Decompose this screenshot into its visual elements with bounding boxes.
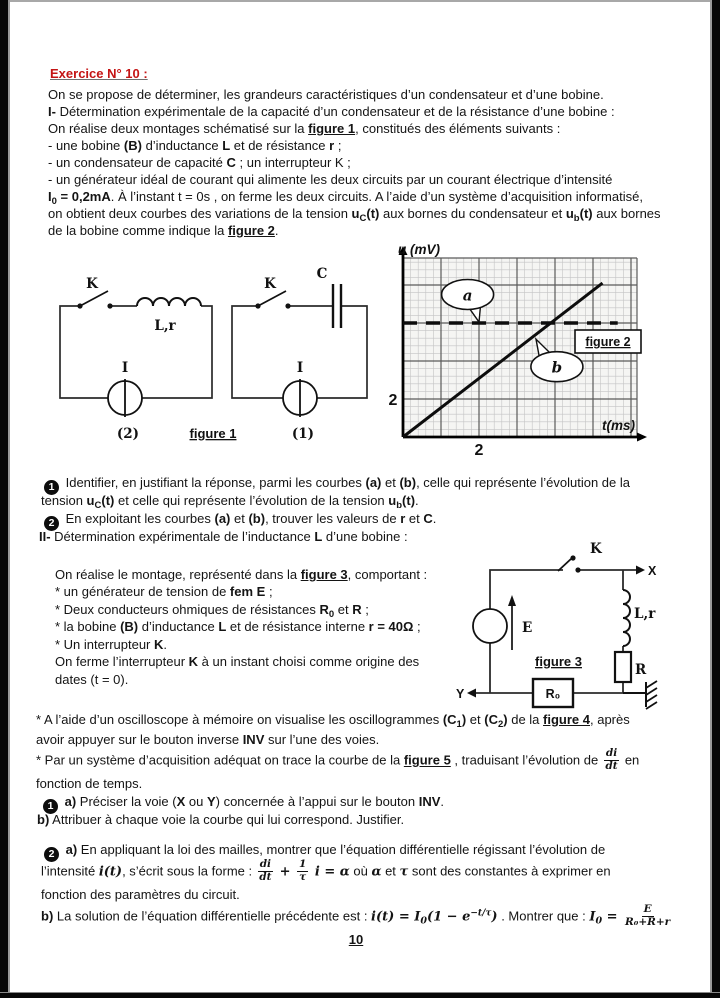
sec2-line-4: * la bobine (B) d’inductance L et de résistance interne r = 40Ω ; bbox=[55, 619, 421, 634]
intro-line-3: On réalise deux montages schématisé sur la figure 1, constitués des éléments suivants : bbox=[48, 121, 561, 136]
intro-line-9: de la bobine comme indique la figure 2. bbox=[48, 223, 279, 238]
intro-line-8: on obtient deux courbes des variations de la tension $u_C(t)$ aux bornes du condensateur et $u_b(t)$ aux bornes bbox=[48, 206, 661, 224]
fig3-coil-label: L,r bbox=[634, 606, 656, 622]
exercise-title: Exercice N° 10 : bbox=[50, 66, 148, 81]
figure-2-chart bbox=[385, 243, 655, 468]
fig1-coil-label: L,r bbox=[154, 318, 176, 334]
question-ii1a-line: 1 a) Préciser la voie (X ou Y) concernée à l’appui sur le bouton INV. bbox=[43, 793, 444, 814]
sec2-line-6: On ferme l’interrupteur K à un instant choisi comme origine des bbox=[55, 654, 420, 669]
question-ii1b-line: b) Attribuer à chaque voie la courbe qui lui correspond. Justifier. bbox=[37, 812, 405, 827]
fig1-capacitor-label: C bbox=[316, 266, 328, 282]
figure-3-diagram bbox=[450, 538, 712, 710]
intro-line-5: - un condensateur de capacité C ; un interrupteur K ; bbox=[48, 155, 351, 170]
fig1-current-left-label: I bbox=[121, 360, 129, 376]
question-ii2b-line: b) La solution de l’équation différentielle précédente est : $i(t) = I_0(1 - e^{-t/\tau})$ . Montrer que : $I_0$ = $\frac{E}{\text{R₀+R+r}}$ bbox=[41, 903, 671, 928]
svg-text:2: 2 bbox=[388, 392, 398, 409]
svg-text:b: b bbox=[551, 358, 563, 377]
sec2-line-1: On réalise le montage, représenté dans la figure 3, comportant : bbox=[55, 567, 428, 582]
section-ii-heading: II- Détermination expérimentale de l’inductance L d’une bobine : bbox=[39, 529, 408, 544]
intro-line-6: - un générateur idéal de courant qui alimente les deux circuits par un courant électrique d’intensité bbox=[48, 172, 613, 187]
question-1-line-2: tension $u_C(t)$ et celle qui représente l’évolution de la tension $u_b(t)$. bbox=[41, 493, 419, 511]
svg-text:figure 2: figure 2 bbox=[585, 335, 631, 349]
sec2-line-5: * Un interrupteur K. bbox=[55, 637, 168, 652]
svg-text:t(ms): t(ms) bbox=[602, 418, 635, 433]
svg-text:2: 2 bbox=[474, 442, 484, 459]
svg-text:a: a bbox=[462, 286, 473, 305]
page-top-border bbox=[0, 0, 720, 2]
fig1-circuit2-tag: (2) bbox=[116, 426, 140, 442]
fig3-resistor-r-label: R bbox=[635, 662, 647, 678]
fig1-switch-right-label: K bbox=[264, 276, 276, 292]
page-left-border bbox=[0, 0, 10, 998]
bottom-line-1: * A l’aide d’un oscilloscope à mémoire on visualise les oscillogrammes $(C_1)$ et $(C_2)$ de la figure 4, après bbox=[36, 712, 630, 730]
question-ii2a-line-3: fonction des paramètres du circuit. bbox=[41, 887, 240, 902]
page-number: 10 bbox=[348, 932, 364, 947]
bottom-line-2: avoir appuyer sur le bouton inverse INV sur l’une des voies. bbox=[36, 732, 380, 747]
intro-line-1: On se propose de déterminer, les grandeurs caractéristiques d’un condensateur et d’une bobine. bbox=[48, 87, 604, 102]
question-1-line-1: 1 Identifier, en justifiant la réponse, parmi les courbes (a) et (b), celle qui représente l’évolution de la bbox=[44, 474, 630, 495]
question-ii2a-line-1: 2 a) En appliquant la loi des mailles, montrer que l’équation différentielle régissant l’évolution de bbox=[44, 841, 605, 862]
fig1-current-right-label: I bbox=[296, 360, 304, 376]
fig1-circuit1-tag: (1) bbox=[291, 426, 315, 442]
fig3-resistor-r0-label: R₀ bbox=[545, 687, 561, 701]
fig3-switch-label: K bbox=[590, 541, 602, 557]
intro-line-4: - une bobine (B) d’inductance L et de résistance r ; bbox=[48, 138, 342, 153]
fig3-terminal-x-label: X bbox=[648, 564, 657, 578]
figure1-caption: figure 1 bbox=[189, 426, 237, 441]
figure3-caption: figure 3 bbox=[535, 654, 582, 669]
intro-line-2: I- Détermination expérimentale de la capacité d’un condensateur et de la résistance d’une bobine : bbox=[48, 104, 615, 119]
bottom-line-4: fonction de temps. bbox=[36, 776, 143, 791]
fig1-switch-left-label: K bbox=[86, 276, 98, 292]
figure-1-diagram bbox=[30, 246, 375, 446]
page-right-border bbox=[710, 0, 720, 998]
sec2-line-2: * un générateur de tension de fem E ; bbox=[55, 584, 273, 599]
sec2-line-3: * Deux conducteurs ohmiques de résistances $R_0$ et R ; bbox=[55, 602, 369, 620]
svg-text:u (mV): u (mV) bbox=[398, 243, 440, 257]
question-ii2a-line-2: l’intensité i(t), s’écrit sous la forme : $\frac{di}{dt}$ + $\frac{1}{\tau}$ i = α où α et τ sont des constantes à exprimer en bbox=[41, 858, 611, 883]
bottom-line-3: * Par un système d’acquisition adéquat on trace la courbe de la figure 5 , traduisant l’évolution de $\frac{di}{dt}$ en bbox=[36, 747, 640, 772]
sec2-line-7: dates (t = 0). bbox=[55, 672, 129, 687]
fig3-emf-label: E bbox=[522, 620, 533, 636]
intro-line-7: $I_0 = 0,2mA$. À l’instant t = 0s , on ferme les deux circuits. A l’aide d’un système d’acquisition informatisé, bbox=[48, 189, 643, 207]
fig3-terminal-y-label: Y bbox=[456, 687, 465, 701]
question-2-line: 2 En exploitant les courbes (a) et (b), trouver les valeurs de r et C. bbox=[44, 510, 436, 531]
page-bottom-border bbox=[0, 992, 720, 998]
